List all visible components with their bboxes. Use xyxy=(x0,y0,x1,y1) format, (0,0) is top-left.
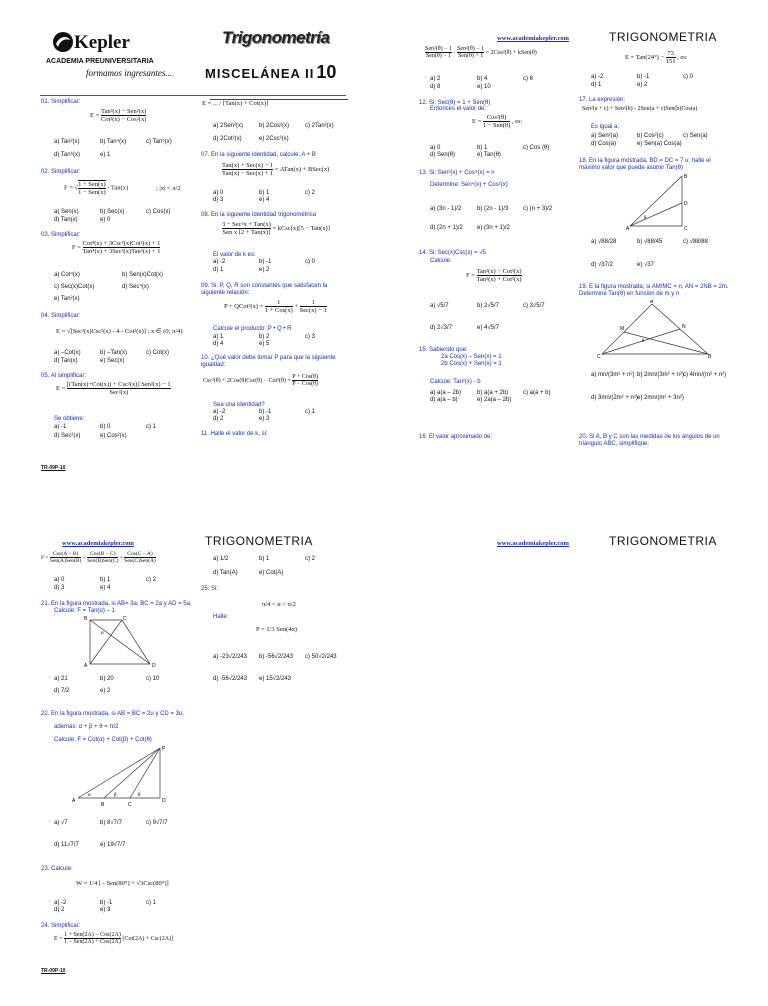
svg-text:D: D xyxy=(152,663,156,669)
q05-formula: E = $\frac{\text{[(Tan(x)+Cot(x)) + Csc²(x)] Sen²(x) − 1}}{\text{Sec²(x)}}$ xyxy=(56,381,171,396)
svg-text:C: C xyxy=(684,226,688,232)
svg-text:B: B xyxy=(708,354,712,360)
q22-figure xyxy=(70,744,180,806)
q03-opt-c[interactable]: c) Sec(x)Cot(x) xyxy=(54,284,95,290)
q23-formula: W = 1/4 [ - Sen(80°) + √3Csc(80°)] xyxy=(76,880,169,887)
q21 xyxy=(41,601,192,608)
q09-opt-d[interactable]: d) 4 xyxy=(213,341,224,347)
q13 xyxy=(419,170,495,177)
q09-opt-e[interactable]: e) 5 xyxy=(259,341,270,347)
svg-text:C: C xyxy=(123,616,127,622)
q12-opt-d[interactable]: d) Sen(θ) xyxy=(430,152,456,158)
q20b-opt-e[interactable]: e) 4 xyxy=(100,585,111,591)
q15-num: 15. xyxy=(419,347,428,353)
q13-text: Si: Sen²(x) + Cos⁴(x) = n xyxy=(429,170,495,176)
q16b-opt-a[interactable]: a) -2 xyxy=(591,74,604,80)
q14-text: Si: Sec(x)Csc(x) = √5 xyxy=(429,250,486,256)
q08-formula: $\frac{\text{3 − Sec²x + Tan(x)}}{\text{Sen x [2 + Tan(x)]}}$ = kCsc(x)[5 − Tan(x)] xyxy=(222,221,330,236)
svg-text:C: C xyxy=(597,354,601,360)
q01-opt-d[interactable]: d) Tan⁶(x) xyxy=(54,152,81,158)
q22-text2: además: α + β + θ = π/2 xyxy=(54,724,119,730)
q19-num: 19. xyxy=(579,284,588,290)
q03-opt-e[interactable]: e) Tan²(x) xyxy=(54,296,80,302)
q16b-opt-d[interactable]: d) 1 xyxy=(591,82,602,88)
q05-text2: Se obtiene: xyxy=(54,416,85,422)
q03-opt-d[interactable]: d) Sec⁴(x) xyxy=(122,284,149,290)
q09-opt-a[interactable]: a) 1 xyxy=(213,334,224,340)
q01-opt-e[interactable]: e) 1 xyxy=(100,152,111,158)
q12pre-opt-e[interactable]: e) 10 xyxy=(477,84,491,90)
q23-opt-a[interactable]: a) -2 xyxy=(54,900,67,906)
url-p4[interactable]: www.academiakepler.com xyxy=(497,540,569,547)
svg-text:N: N xyxy=(682,324,686,330)
q18-text: En la figura mostrada, BD = DC = 7 u; halle el máximo valor que puede asumir Tan(θ) xyxy=(579,158,711,171)
q03-num: 03. xyxy=(41,232,50,238)
q12-opt-b[interactable]: b) 1 xyxy=(477,145,488,151)
q03-opt-b[interactable]: b) Sen(x)Cot(x) xyxy=(122,272,164,278)
q01 xyxy=(41,99,80,106)
q15-line1: 2a Cos(x) – Sen(x) = 1 xyxy=(441,354,502,360)
svg-text:α: α xyxy=(88,793,91,798)
q14-num: 14. xyxy=(419,250,428,256)
q19-opt-e[interactable]: e) 2mn/(m² + 3n²) xyxy=(637,395,684,401)
q25-opt-d[interactable]: d) -56√2/243 xyxy=(213,676,247,682)
q16b-formula: E = Tan(24°) − $\frac{73}{151}$ , es: xyxy=(625,50,688,65)
misc-title xyxy=(205,62,336,83)
q12pre-formula: $\frac{\text{Sen²(θ) − 1}}{\text{Sen(θ) − 1}}$ · $\frac{\text{Sen²(θ) − 1}}{\text{Sen(θ) + 1}}$ = 2Cos²(θ) + kSen(θ) xyxy=(425,46,537,59)
q18-figure xyxy=(626,172,716,232)
svg-text:B: B xyxy=(684,174,688,180)
q13-opt-b[interactable]: b) (2n - 1)/3 xyxy=(477,206,509,212)
q13-opt-d[interactable]: d) (2n + 1)/2 xyxy=(430,225,463,231)
q25-text: Si: xyxy=(211,586,219,592)
q05-opt-c[interactable]: c) 1 xyxy=(146,424,157,430)
q10-text: ¿Qué valor debe tomar P para que la siguiente igualdad: xyxy=(201,355,336,368)
q15-opt-d[interactable]: d) a(a – b) xyxy=(430,397,458,403)
q05-opt-b[interactable]: b) 0 xyxy=(100,424,111,430)
q04-num: 04. xyxy=(41,313,50,319)
q14-formula: F = $\frac{\text{Tan²(x) − Cot²(x)}}{\text{Tan²(x) + Cot²(x)}}$ xyxy=(466,268,522,283)
q21-num: 21. xyxy=(41,601,50,607)
q14-opt-c[interactable]: c) 3√5/7 xyxy=(523,303,545,309)
q11-num: 11. xyxy=(201,431,209,437)
q17-opt-d[interactable]: d) Cos(a) xyxy=(591,141,617,147)
svg-text:θ: θ xyxy=(644,216,647,221)
q14-text2: Calcule: xyxy=(430,258,452,264)
q08-num: 08. xyxy=(201,212,210,218)
q03-formula: F = $\frac{\text{Cot⁴(x) + 3Csc²(x)Cot²(x) + 1}}{\text{Tan⁴(x) + 3Sec²(x)Tan²(x) + 1}}$ xyxy=(72,240,161,255)
q01-opt-a[interactable]: a) Tan²(x) xyxy=(54,139,80,145)
q23 xyxy=(41,866,73,873)
q07 xyxy=(201,152,316,159)
q19 xyxy=(579,284,729,298)
subject-banner: Trigonometría xyxy=(222,28,330,47)
q13-opt-c[interactable]: c) (n + 3)/2 xyxy=(523,206,553,212)
q14-opt-b[interactable]: b) 2√5/7 xyxy=(477,303,499,309)
svg-text:B: B xyxy=(84,616,88,622)
q19-opt-d[interactable]: d) 3mn/(2m² + n²) xyxy=(591,395,638,401)
q17-opt-a[interactable]: a) Sen²(a) xyxy=(591,133,619,139)
svg-text:θ: θ xyxy=(642,339,645,344)
misc-number: 10 xyxy=(316,62,337,82)
url-p2[interactable]: www.academiakepler.com xyxy=(497,35,569,42)
q19-text: E la figura mostrada, si AM/MC = n, AN = 2NB = 2m. Determine Tan(θ) en función de m y n xyxy=(579,284,729,297)
q19-opt-a[interactable]: a) mn/(3m² + n²) xyxy=(591,372,635,378)
q02 xyxy=(41,169,80,176)
q05 xyxy=(41,373,86,380)
footer-code-p1: TR-09P-10 xyxy=(41,465,66,471)
q21-figure xyxy=(82,614,162,669)
q02-cond: ; |x| < π/2 xyxy=(156,185,181,192)
q15-opt-e[interactable]: e) 2a(a – 2b) xyxy=(477,397,512,403)
q24-num: 24. xyxy=(41,923,50,929)
q23-opt-c[interactable]: c) 1 xyxy=(146,900,157,906)
q18-opt-a[interactable]: a) √88/28 xyxy=(591,239,617,245)
q01-num: 01. xyxy=(41,99,50,105)
q18 xyxy=(579,158,727,172)
q25 xyxy=(201,586,218,593)
url-p3[interactable]: www.academiakepler.com xyxy=(62,540,134,547)
q21-opt-c[interactable]: c) 10 xyxy=(146,676,160,682)
q10-opt-c[interactable]: c) 1 xyxy=(305,409,316,415)
q12pre-opt-d[interactable]: d) 8 xyxy=(430,84,441,90)
q08-opt-d[interactable]: d) 1 xyxy=(213,267,224,273)
q08-opt-e[interactable]: e) 2 xyxy=(259,267,270,273)
q14-opt-a[interactable]: a) √5/7 xyxy=(430,303,449,309)
footer-code-p3: TR-09P-10 xyxy=(41,968,66,974)
q16 xyxy=(419,434,492,441)
q22-opt-a[interactable]: a) √7 xyxy=(54,820,68,826)
q12-text: Si: Sec(θ) = 1 + Sen(θ) xyxy=(429,100,491,106)
svg-text:A: A xyxy=(72,798,76,804)
q24b-opt-b[interactable]: b) 1 xyxy=(259,556,270,562)
q12pre-opt-a[interactable]: a) 2 xyxy=(430,76,441,82)
q02-opt-b[interactable]: b) Sec(x) xyxy=(100,209,125,215)
q12-num: 12. xyxy=(419,100,428,106)
q13-opt-a[interactable]: a) (3n - 1)/2 xyxy=(430,206,462,212)
q01-formula: E = $\frac{\text{Tan²(x) − Sen²(x)}}{\text{Cot²(x) − Cos²(x)}}$ xyxy=(90,108,147,123)
q05-text: Al simplificar: xyxy=(50,373,87,379)
q16b-opt-c[interactable]: c) 0 xyxy=(683,74,694,80)
q11-text: Halle el valor de k, si: xyxy=(210,431,268,437)
q17-text: La expresión: xyxy=(589,97,626,103)
q12-opt-a[interactable]: a) 0 xyxy=(430,145,441,151)
q12-opt-c[interactable]: c) Cos (θ) xyxy=(523,145,550,151)
q19-opt-c[interactable]: c) 4mn/(m² + n²) xyxy=(683,372,727,378)
q23-opt-d[interactable]: d) 2 xyxy=(54,907,65,913)
q04-opt-e[interactable]: e) Sec(x) xyxy=(100,358,125,364)
q12-text2: Entonces el valor de: xyxy=(430,106,487,112)
q12pre-opt-b[interactable]: b) 4 xyxy=(477,76,488,82)
q22-opt-b[interactable]: b) 8√7/7 xyxy=(100,820,122,826)
q07-formula: $\frac{\text{Tan(x) + Sec(x) − 1}}{\text{Tan(x) − Sec(x) + 1}}$ = ATan(x) + BSec(x) xyxy=(222,162,330,177)
q09-opt-c[interactable]: c) 3 xyxy=(305,334,316,340)
q13-num: 13. xyxy=(419,170,428,176)
q25-formula: π/4 < α < π/2 xyxy=(262,601,296,608)
svg-text:C: C xyxy=(128,802,132,806)
q17-opt-e[interactable]: e) Sen(a) Cos(a) xyxy=(637,141,682,147)
q24-text: Simplificar: xyxy=(51,923,81,929)
q08-opt-b[interactable]: b) -1 xyxy=(259,259,272,265)
svg-text:A: A xyxy=(650,300,654,305)
q24b-opt-e[interactable]: e) Cot(A) xyxy=(259,570,284,576)
q10-opt-a[interactable]: a) -2 xyxy=(213,409,226,415)
q04-text: Simplificar: xyxy=(51,313,81,319)
q13-text2: Determine: Sen⁴(x) + Cos²(x) xyxy=(430,182,508,188)
q22-opt-c[interactable]: c) 9√7/7 xyxy=(146,820,168,826)
q14-opt-d[interactable]: d) 2√3/7 xyxy=(430,325,452,331)
q07-opt-b[interactable]: b) 1 xyxy=(259,190,270,196)
q14 xyxy=(419,250,486,257)
q21-opt-d[interactable]: d) 7/2 xyxy=(54,688,70,694)
q09-num: 09. xyxy=(201,283,210,289)
q02-text: Simplificar: xyxy=(51,169,81,175)
q20b-formula: F = $\frac{\text{Cos(A − B)}}{\text{Sen(A)Sen(B)}}$ + $\frac{\text{Cos(B − C)}}{\text{Sen(B)Sen(C)}}$ + $\frac{\text{Cos(C − A)}}{\text{Sen(C)Sen(A)}}$ xyxy=(41,551,156,564)
q20-text: Si A, B y C son las medidas de los ángulos de un triángulo ABC, simplifique: xyxy=(579,434,720,447)
q20b-opt-c[interactable]: c) 2 xyxy=(146,577,157,583)
q21-text: En la figura mostrada, si AB= 3a, BC = 2a y AD = 5a. xyxy=(51,601,192,607)
q02-formula: F = √ $\frac{\text{1 + Sen(x)}}{\text{1 − Sen(x)}}$ · Tan(x) xyxy=(64,181,129,196)
q07-opt-a[interactable]: a) 0 xyxy=(213,190,224,196)
q05-opt-a[interactable]: a) -1 xyxy=(54,424,67,430)
q25-opt-a[interactable]: a) -23√2/243 xyxy=(213,654,247,660)
q04 xyxy=(41,313,80,320)
q20b-opt-a[interactable]: a) 0 xyxy=(54,577,65,583)
q08 xyxy=(201,212,316,219)
q10-opt-d[interactable]: d) 2 xyxy=(213,416,224,422)
q19-opt-b[interactable]: b) 2mn/(3m² + n²) xyxy=(637,372,684,378)
q09-text2: Calcule el producto: P • Q • R xyxy=(213,326,292,332)
q22-text: En la figura mostrada, si AB = BC = 2u y CD = 3u, xyxy=(51,711,184,717)
q03-text: Simplificar: xyxy=(51,232,81,238)
q24b-opt-c[interactable]: c) 2 xyxy=(305,556,316,562)
q24b-opt-d[interactable]: d) Tan(A) xyxy=(213,570,238,576)
q06-opt-c[interactable]: c) 2Tan²(x) xyxy=(305,123,334,129)
q09 xyxy=(201,283,349,297)
q19-figure xyxy=(596,300,716,360)
q05-opt-e[interactable]: e) Cos²(x) xyxy=(100,433,127,439)
q18-num: 18. xyxy=(579,158,588,164)
q16b-opt-e[interactable]: e) 2 xyxy=(637,82,648,88)
q15 xyxy=(419,347,468,354)
q16b-opt-b[interactable]: b) -1 xyxy=(637,74,650,80)
q25-formula2: P = 1/3 Sen(4α) xyxy=(256,626,297,633)
q10-opt-e[interactable]: e) 3 xyxy=(259,416,270,422)
q25-opt-e[interactable]: e) 15√2/243 xyxy=(259,676,291,682)
q01-opt-b[interactable]: b) Tan⁴(x) xyxy=(100,139,127,145)
q21-text2: Calcule: F = Tan(α) – 1 xyxy=(54,608,115,614)
q06-opt-b[interactable]: b) 2Cos²(x) xyxy=(259,123,290,129)
q15-text: Sabiendo que: xyxy=(429,347,468,353)
q17-opt-c[interactable]: c) Sen(a) xyxy=(683,133,708,139)
q13-opt-e[interactable]: e) (3n + 1)/2 xyxy=(477,225,510,231)
q12-formula: E = $\frac{\text{Cos²(θ)}}{\text{1 − Sen(θ)}}$ , es: xyxy=(472,114,523,129)
q17-num: 17. xyxy=(579,97,588,103)
q07-text: En la siguiente identidad, calcule: A + B xyxy=(211,152,316,158)
q09-formula: P + QCot²(x) = $\frac{1}{\text{1 + Cos(x)}}$ + $\frac{1}{\text{Sec(x) − 1}}$ xyxy=(224,299,327,314)
q06-rule xyxy=(210,99,348,100)
q22-opt-e[interactable]: e) 19√7/7 xyxy=(100,842,126,848)
q02-opt-c[interactable]: c) Cos(x) xyxy=(146,209,171,215)
q25-opt-b[interactable]: b) -56√2/243 xyxy=(259,654,293,660)
q11 xyxy=(201,431,268,438)
q23-text: Calcule: xyxy=(51,866,73,872)
q25-text2: Halle: xyxy=(213,614,229,620)
q15-opt-c[interactable]: c) a(a + b) xyxy=(523,390,551,396)
q18-opt-d[interactable]: d) √37/2 xyxy=(591,262,613,268)
q08-text2: El valor de k es: xyxy=(213,252,256,258)
q08-opt-a[interactable]: a) -2 xyxy=(213,259,226,265)
q14-opt-e[interactable]: e) 4√5/7 xyxy=(477,325,499,331)
q16-text: El valor aproximado de: xyxy=(429,434,493,440)
q07-opt-d[interactable]: d) 3 xyxy=(213,197,224,203)
svg-text:A: A xyxy=(84,663,88,669)
q05-opt-d[interactable]: d) Sec²(x) xyxy=(54,433,81,439)
q12pre-opt-c[interactable]: c) 6 xyxy=(523,76,534,82)
q12-opt-e[interactable]: e) Tan(θ) xyxy=(477,152,501,158)
q17-formula: Sen²(a + c) + Sen²(b) - 2Sen(a + c)Sen(b)Cos(a) xyxy=(582,106,698,112)
logo-text: Kepler xyxy=(74,32,130,53)
q22-opt-d[interactable]: d) 11√7/7 xyxy=(54,842,79,848)
q04-formula: E = √[Sec²(x)Csc²(x) - 4 - Cot²(x)] ; x ∈ (0; π/4) xyxy=(56,328,183,335)
q02-num: 02. xyxy=(41,169,50,175)
q08-opt-c[interactable]: c) 0 xyxy=(305,259,316,265)
q23-opt-b[interactable]: b) -1 xyxy=(100,900,113,906)
q10-opt-b[interactable]: b) -1 xyxy=(259,409,272,415)
academy-name: ACADEMIA PREUNIVERSITARIA xyxy=(46,58,154,65)
q24 xyxy=(41,923,80,930)
q16-num: 16. xyxy=(419,434,428,440)
q21-opt-b[interactable]: b) 20 xyxy=(100,676,114,682)
svg-text:A: A xyxy=(626,226,630,232)
q23-num: 23. xyxy=(41,866,50,872)
q21-opt-a[interactable]: a) 21 xyxy=(54,676,68,682)
q15-text2: Calcule: Tan²(x) - b xyxy=(430,379,481,385)
svg-text:B: B xyxy=(101,802,105,806)
q23-opt-e[interactable]: e) 3 xyxy=(100,907,111,913)
page-title-p2: TRIGONOMETRIA xyxy=(609,30,717,44)
q22-num: 22. xyxy=(41,711,50,717)
svg-text:β: β xyxy=(114,793,117,798)
svg-text:α: α xyxy=(101,631,104,636)
q17 xyxy=(579,97,625,104)
q18-opt-c[interactable]: c) √88/88 xyxy=(683,239,708,245)
q08-text: En la siguiente identidad trigonométrica xyxy=(211,212,317,218)
q02-opt-d[interactable]: d) Tan(x) xyxy=(54,217,78,223)
page-title-p3: TRIGONOMETRIA xyxy=(205,534,313,548)
q20-num: 20. xyxy=(579,434,588,440)
q02-opt-e[interactable]: e) 0 xyxy=(100,217,111,223)
svg-text:P: P xyxy=(162,746,166,752)
page-title-p4: TRIGONOMETRIA xyxy=(609,534,717,548)
svg-text:M: M xyxy=(620,326,625,332)
q04-opt-b[interactable]: b) –Tan(x) xyxy=(100,350,128,356)
svg-text:θ: θ xyxy=(138,793,141,798)
q15-opt-a[interactable]: a) a(a – 2b) xyxy=(430,390,462,396)
q03 xyxy=(41,232,80,239)
q01-opt-c[interactable]: c) Tan⁵(x) xyxy=(146,139,172,145)
q17-opt-b[interactable]: b) Cos²(c) xyxy=(637,133,664,139)
q25-opt-c[interactable]: c) 50√2/243 xyxy=(305,654,337,660)
q06-opt-e[interactable]: e) 2Csc²(x) xyxy=(259,136,289,142)
q20b-opt-b[interactable]: b) 1 xyxy=(100,577,111,583)
q15-line2: 2b Cos(x) + Sen(x) = 1 xyxy=(441,361,502,367)
q21-opt-e[interactable]: e) 2 xyxy=(100,688,111,694)
q03-opt-a[interactable]: a) Cot⁴(x) xyxy=(54,272,80,278)
q06-formula: E = ... / [Tan(x) + Cot(x)] xyxy=(202,100,269,107)
q05-num: 05. xyxy=(41,373,50,379)
q10-num: 10. xyxy=(201,355,210,361)
q07-opt-c[interactable]: c) 2 xyxy=(305,190,316,196)
q06-opt-d[interactable]: d) 2Cot²(x) xyxy=(213,136,242,142)
kepler-swirl-icon xyxy=(52,31,74,53)
q18-opt-b[interactable]: b) √88/45 xyxy=(637,239,663,245)
q04-opt-d[interactable]: d) Tan(x) xyxy=(54,358,78,364)
q10-text2: Sea una identidad? xyxy=(213,402,265,408)
q24-formula: E = $\frac{\text{1 + Sen(2A) − Cos(2A)}}{\text{1 − Sen(2A) + Cos(2A)}}$ [Cot(2A) + Csc(2A)] xyxy=(54,932,174,945)
slogan: formamos ingresantes... xyxy=(86,68,173,78)
header-rule xyxy=(40,95,346,96)
q06-opt-a[interactable]: a) 2Sen²(x) xyxy=(213,123,244,129)
q04-opt-a[interactable]: a) –Cot(x) xyxy=(54,350,81,356)
q25-num: 25. xyxy=(201,586,210,592)
q20b-opt-d[interactable]: d) 3 xyxy=(54,585,65,591)
q09-text: Si: P, Q, R son constantes que satisfacen la siguiente relación: xyxy=(201,283,328,296)
q18-opt-e[interactable]: e) √37 xyxy=(637,262,654,268)
q17-text2: Es igual a: xyxy=(591,124,620,130)
svg-text:D: D xyxy=(162,798,166,804)
misc-title-text: MISCELÁNEA II xyxy=(205,66,315,81)
q10-formula: Csc²(θ) + 2Cos(θ)Csc(θ) − Cot²(θ) = $\frac{\text{P + Cos(θ)}}{\text{P − Cos(θ)}}$ xyxy=(203,374,318,387)
q20 xyxy=(579,434,729,448)
q02-opt-a[interactable]: a) Sen(x) xyxy=(54,209,79,215)
q07-opt-e[interactable]: e) 4 xyxy=(259,197,270,203)
q24b-opt-a[interactable]: a) 1/2 xyxy=(213,556,229,562)
q01-text: Simplificar: xyxy=(51,99,81,105)
q04-opt-c[interactable]: c) Cot(x) xyxy=(146,350,169,356)
q15-opt-b[interactable]: b) a(a + 2b) xyxy=(477,390,509,396)
svg-text:D: D xyxy=(684,201,688,207)
q09-opt-b[interactable]: b) 2 xyxy=(259,334,270,340)
q22-text3: Calcule: F = Cot(α) + Cot(β) + Cot(θ) xyxy=(54,737,152,743)
q07-num: 07. xyxy=(201,152,210,158)
q22 xyxy=(41,711,184,718)
q10 xyxy=(201,355,349,369)
